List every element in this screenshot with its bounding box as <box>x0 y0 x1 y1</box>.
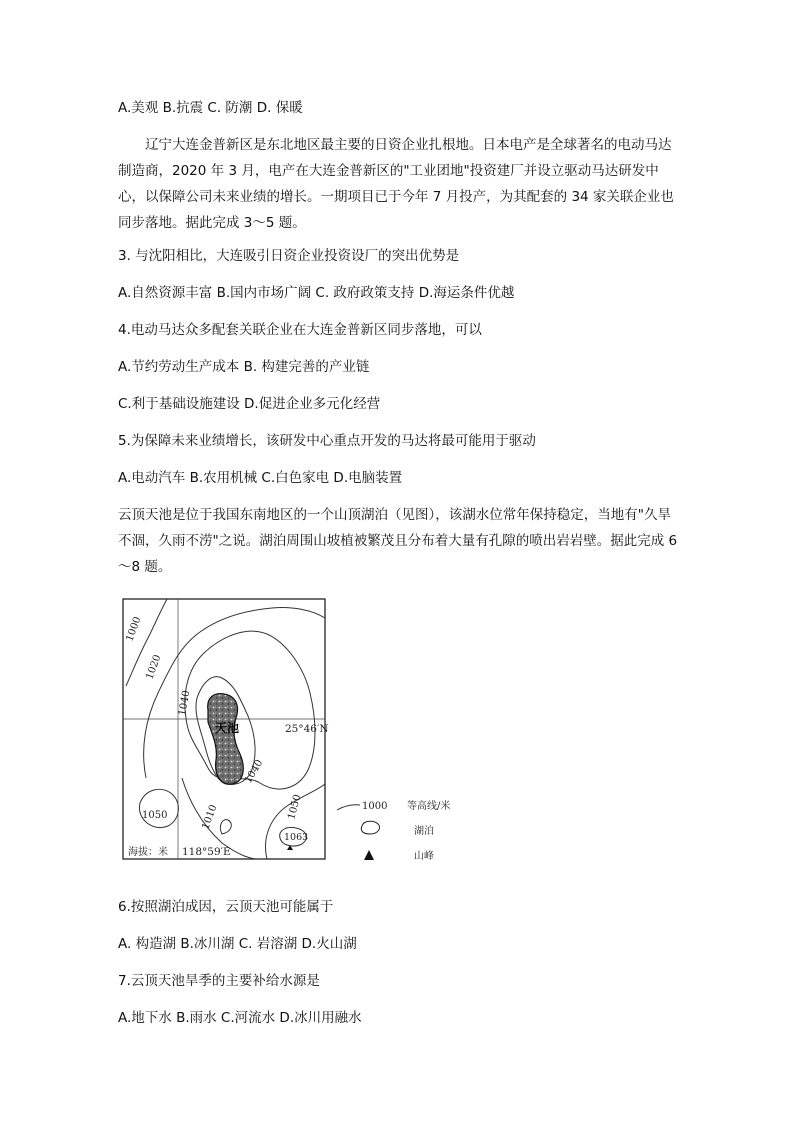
lake-label: 天池 <box>215 721 240 735</box>
legend-contour-text: 等高线/米 <box>407 801 451 812</box>
contour-map <box>122 598 452 870</box>
legend-lake-text: 湖泊 <box>414 826 434 837</box>
contour-map-figure <box>122 598 452 870</box>
legend-contour-icon <box>337 805 360 810</box>
q4-options-line2: C.利于基础设施建设 D.促进企业多元化经营 <box>118 396 381 412</box>
q7-options: A.地下水 B.雨水 C.河流水 D.冰川用融水 <box>118 1010 362 1026</box>
contour-label: 1050 <box>286 793 304 821</box>
passage-tianchi: 云顶天池是位于我国东南地区的一个山顶湖泊（见图），该湖水位常年保持稳定，当地有"久旱不涸，久雨不涝"之说。湖泊周围山坡植被繁茂且分布着大量有孔隙的喷出岩岩壁。据此完成 6～8 题。 <box>118 507 678 575</box>
q6-options: A. 构造湖 B.冰川湖 C. 岩溶湖 D.火山湖 <box>118 936 357 952</box>
q6-stem: 6.按照湖泊成因，云顶天池可能属于 <box>118 899 334 915</box>
contour-label: 1020 <box>144 653 164 682</box>
longitude-label: 118°59′E <box>182 846 231 858</box>
legend-peak-text: 山峰 <box>414 851 434 862</box>
contour-label: 1050 <box>142 810 168 821</box>
legend-peak-icon <box>364 850 374 860</box>
legend-contour-value: 1000 <box>362 801 388 812</box>
contour-label: 1040 <box>243 757 266 786</box>
map-legend <box>337 799 450 862</box>
q5-stem: 5.为保障未来业绩增长，该研发中心重点开发的马达将最可能用于驱动 <box>118 433 536 449</box>
contour-label: 1000 <box>124 615 144 644</box>
peak-elevation-label: 1063 <box>284 832 309 843</box>
legend-lake-icon <box>361 821 379 834</box>
q4-stem: 4.电动马达众多配套关联企业在大连金普新区同步落地，可以 <box>118 322 482 338</box>
elevation-unit-label: 海拔：米 <box>128 847 168 858</box>
q5-options: A.电动汽车 B.农用机械 C.白色家电 D.电脑装置 <box>118 470 403 486</box>
q3-options: A.自然资源丰富 B.国内市场广阔 C. 政府政策支持 D.海运条件优越 <box>118 285 515 301</box>
q4-options-line1: A.节约劳动生产成本 B. 构建完善的产业链 <box>118 359 370 375</box>
q7-stem: 7.云顶天池旱季的主要补给水源是 <box>118 973 320 989</box>
contour-label: 1010 <box>200 803 220 832</box>
passage-dalian: 辽宁大连金普新区是东北地区最主要的日资企业扎根地。日本电产是全球著名的电动马达制造商，2020 年 3 月，电产在大连金普新区的"工业团地"投资建厂并设立驱动马达研发中心，以保障公司未来业绩的增长。一期项目已于今年 7 月投产，为其配套的 34 家关联企业也同步落地。据此完成 3～5 题。 <box>118 137 674 231</box>
contour-label: 1040 <box>177 689 193 717</box>
q2-options: A.美观 B.抗震 C. 防潮 D. 保暖 <box>118 100 303 116</box>
latitude-label: 25°46′N <box>285 723 329 735</box>
q3-stem: 3. 与沈阳相比，大连吸引日资企业投资设厂的突出优势是 <box>118 248 460 264</box>
